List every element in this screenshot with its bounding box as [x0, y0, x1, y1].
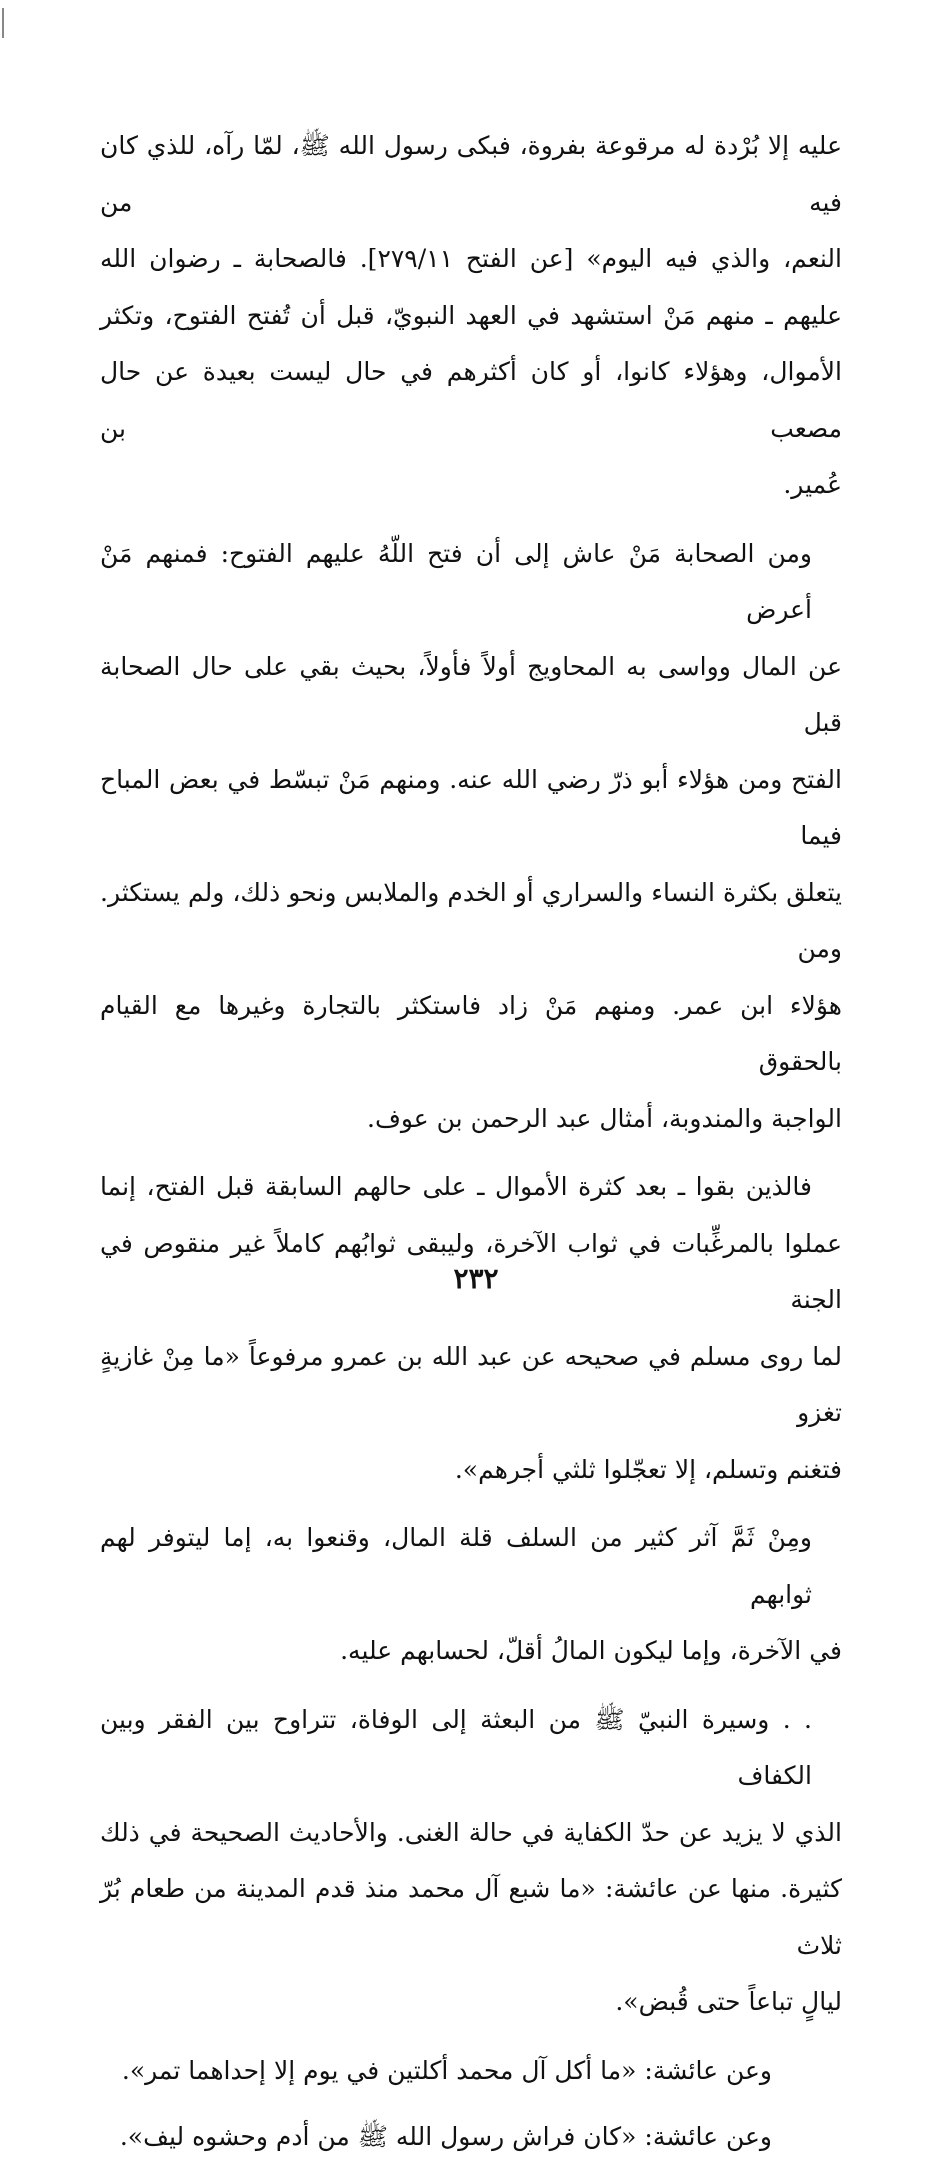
text-line: فالذين بقوا ـ بعد كثرة الأموال ـ على حالهم السابقة قبل الفتح، إنما: [100, 1172, 812, 1201]
text-line: يتعلق بكثرة النساء والسراري أو الخدم والملابس ونحو ذلك، ولم يستكثر. ومن: [100, 877, 842, 963]
paragraph-5: [100, 1692, 842, 2031]
text-line: عملوا بالمرغِّبات في ثواب الآخرة، وليبقى ثوابُهم كاملاً غير منقوص في الجنة: [100, 1228, 842, 1314]
body-text: [100, 118, 842, 2176]
text-line: عن المال وواسى به المحاويج أولاً فأولاً، بحيث بقي على حال الصحابة قبل: [100, 651, 842, 737]
text-line: ومن الصحابة مَنْ عاش إلى أن فتح اللّهُ عليهم الفتوح: فمنهم مَنْ أعرض: [100, 538, 812, 624]
text-line: عليه إلا بُرْدة له مرقوعة بفروة، فبكى رسول الله ﷺ، لمّا رآه، للذي كان فيه من: [100, 131, 842, 217]
paragraph-4: [100, 1510, 842, 1680]
paragraph-3: [100, 1159, 842, 1498]
text-line: الفتح ومن هؤلاء أبو ذرّ رضي الله عنه. ومنهم مَنْ تبسّط في بعض المباح فيما: [100, 764, 842, 850]
text-line: الأموال، وهؤلاء كانوا، أو كان أكثرهم في حال ليست بعيدة عن حال مصعب بن: [100, 357, 842, 443]
hadith-quote-1: وعن عائشة: «ما أكل آل محمد أكلتين في يوم إلا إحداهما تمر».: [121, 2055, 772, 2085]
text-line: النعم، والذي فيه اليوم» [عن الفتح ٢٧٩/١١]. فالصحابة ـ رضوان الله: [100, 244, 842, 273]
text-line: ليالٍ تباعاً حتى قُبض».: [615, 1987, 842, 2016]
text-line: هؤلاء ابن عمر. ومنهم مَنْ زاد فاستكثر بالتجارة وغيرها مع القيام بالحقوق: [100, 990, 842, 1076]
page-number: ٢٣٢: [453, 1262, 499, 1295]
text-line: لما روى مسلم في صحيحه عن عبد الله بن عمرو مرفوعاً «ما مِنْ غازيةٍ تغزو: [100, 1341, 842, 1427]
text-line: كثيرة. منها عن عائشة: «ما شبع آل محمد منذ قدم المدينة من طعام بُرّ ثلاث: [100, 1874, 842, 1960]
text-line: في الآخرة، وإما ليكون المالُ أقلّ، لحسابهم عليه.: [340, 1636, 842, 1665]
text-line: ومِنْ ثَمَّ آثر كثير من السلف قلة المال، وقنعوا به، إما ليتوفر لهم ثوابهم: [100, 1523, 812, 1609]
scan-edge-mark: [2, 8, 4, 38]
text-line: عليهم ـ منهم مَنْ استشهد في العهد النبويّ، قبل أن تُفتح الفتوح، وتكثر: [100, 300, 842, 330]
text-line: عُمير.: [783, 470, 842, 499]
paragraph-1: [100, 118, 842, 514]
text-line: فتغنم وتسلم، إلا تعجّلوا ثلثي أجرهم».: [454, 1454, 842, 1484]
text-line: . . وسيرة النبيّ ﷺ من البعثة إلى الوفاة، تتراوح بين الفقر وبين الكفاف: [100, 1704, 812, 1790]
text-line: الذي لا يزيد عن حدّ الكفاية في حالة الغنى. والأحاديث الصحيحة في ذلك: [100, 1817, 842, 1847]
text-line: الواجبة والمندوبة، أمثال عبد الرحمن بن عوف.: [367, 1103, 842, 1133]
paragraph-2: [100, 526, 842, 1148]
hadith-quote-2: وعن عائشة: «كان فراش رسول الله ﷺ من أدم وحشوه ليف».: [119, 2122, 772, 2151]
